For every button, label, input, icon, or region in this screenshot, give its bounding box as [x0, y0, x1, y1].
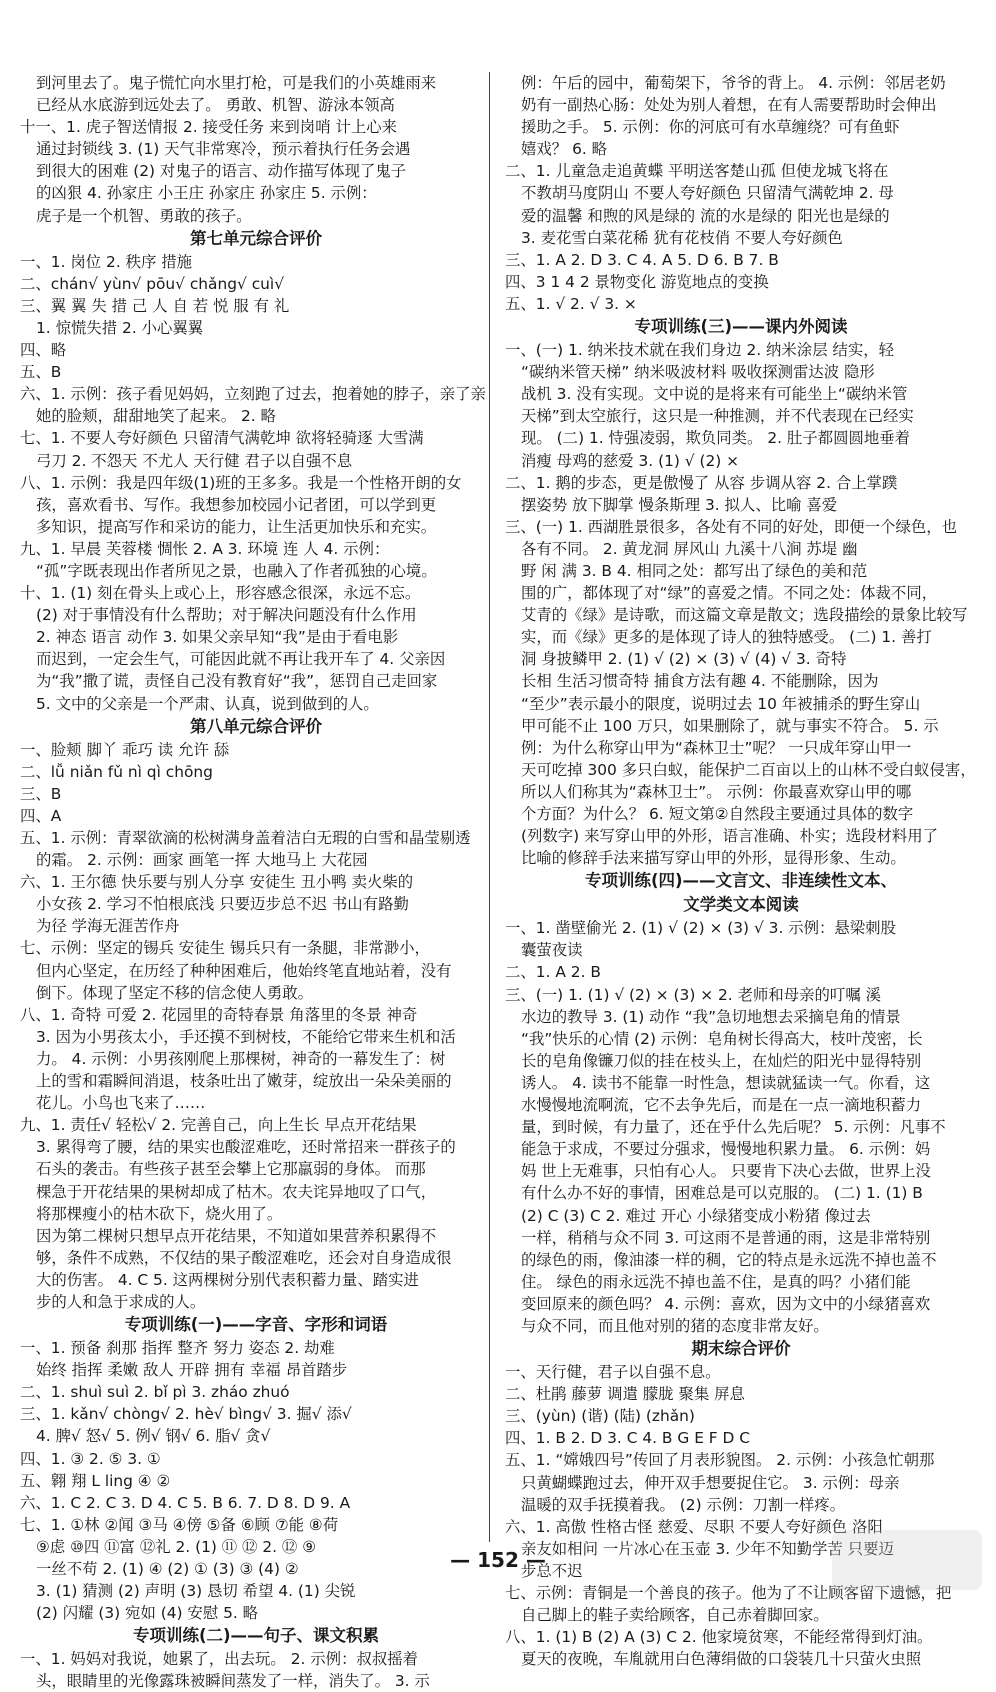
answer-line: 围的广，都体现了对“绿”的喜爱之情。不同之处：体裁不同，	[521, 584, 938, 603]
answer-line: 四、1. B 2. D 3. C 4. B G E F D C	[505, 1429, 751, 1448]
answer-line: 八、1. 示例：我是四年级(1)班的王多多。我是一个性格开朗的女	[20, 473, 462, 492]
section-heading: 专项训练(四)——文言文、非连续性文本、	[584, 871, 898, 891]
answer-line: 六、1. C 2. C 3. D 4. C 5. B 6. 7. D 8. D 9. A	[20, 1493, 351, 1512]
answer-line: 五、1. “嫦娥四号”传回了月表形貌图。 2. 示例：小孩急忙朝那	[505, 1451, 935, 1470]
answer-line: 一丝不苟 2. (1) ④ (2) ① (3) ③ (4) ②	[36, 1560, 299, 1578]
answer-line: (2) 对于事情没有什么帮助；对于解决问题没有什么作用	[36, 606, 417, 625]
answer-line: 到河里去了。鬼子慌忙向水里打枪，可是我们的小英雄雨来	[36, 74, 437, 92]
answer-line: 变回原来的颜色吗？ 4. 示例：喜欢，因为文中的小绿猪喜欢	[521, 1294, 931, 1313]
answer-line: 三、1. A 2. D 3. C 4. A 5. D 6. B 7. B	[505, 250, 779, 269]
answer-line: 能急于求成，不要过分强求，慢慢地积累力量。 6. 示例：妈	[521, 1140, 931, 1159]
answer-line: 3. (1) 猜测 (2) 声明 (3) 恳切 希望 4. (1) 尖锐	[36, 1582, 356, 1601]
left-column	[20, 72, 492, 1692]
answer-line: 个方面？为什么？ 6. 短文第②自然段主要通过具体的数字	[521, 805, 914, 823]
answer-line: 棵急于开花结果的果树却成了枯木。农夫诧异地叹了口气，	[36, 1182, 437, 1201]
answer-line: 五、翱 翔 L ling ④ ②	[20, 1471, 171, 1490]
right-column	[505, 72, 977, 1670]
answer-line: 倒下。体现了坚定不移的信念使人勇敢。	[36, 983, 314, 1002]
answer-line: 多知识，提高写作和采访的能力，让生活更加快乐和充实。	[36, 517, 437, 536]
answer-line: 五、1. 示例：青翠欲滴的松树满身盖着洁白无瑕的白雪和晶莹剔透	[20, 829, 471, 847]
answer-line: 二、1. 儿童急走追黄蝶 平明送客楚山孤 但使龙城飞将在	[505, 162, 889, 181]
answer-line: 七、示例：坚定的锡兵 安徒生 锡兵只有一条腿，非常渺小，	[20, 939, 430, 958]
answer-line: 一、脸颊 脚丫 乖巧 读 允许 舔	[20, 740, 230, 759]
answer-line: 二、1. 鹅的步态，更是傲慢了 从容 步调从容 2. 合上掌蹼	[505, 473, 898, 492]
answer-line: 而迟到，一定会生气，可能因此就不再让我开车了 4. 父亲因	[36, 650, 446, 669]
answer-line: 嬉戏？ 6. 略	[521, 140, 608, 159]
answer-line: 一样，稍稍与众不同 3. 可这雨不是普通的雨，这是非常特别	[521, 1228, 931, 1247]
answer-line: 三、B	[20, 784, 62, 803]
answer-line: 实，而《绿》更多的是体现了诗人的独特感受。 (二) 1. 善打	[521, 628, 932, 647]
answer-line: “我”快乐的心情 (2) 示例：皂角树长得高大，枝叶茂密，长	[521, 1029, 923, 1048]
answer-line: 七、示例：青铜是一个善良的孩子。他为了不让顾客留下遗憾，把	[505, 1584, 952, 1602]
answer-line: 野 闲 满 3. B 4. 相同之处：都写出了绿色的美和范	[521, 561, 868, 580]
answer-line: 五、1. √ 2. √ 3. ×	[505, 294, 637, 313]
answer-line: 诱人。 4. 读书不能靠一时性急，想读就猛读一气。你看，这	[521, 1073, 931, 1092]
answer-line: 九、1. 责任√ 轻松√ 2. 完善自己，向上生长 早点开花结果	[20, 1116, 417, 1135]
answer-line: 因为第二棵树只想早点开花结果，不知道如果营养积累得不	[36, 1226, 437, 1245]
answer-line: 八、1. (1) B (2) A (3) C 2. 他家境贫寒，不能经常得到灯油。	[505, 1628, 933, 1647]
answer-line: 弓刀 2. 不怨天 不尤人 天行健 君子以自强不息	[36, 451, 353, 470]
answer-line: 不教胡马度阴山 不要人夸好颜色 只留清气满乾坤 2. 母	[521, 184, 894, 203]
answer-line: 的凶狠 4. 孙家庄 小王庄 孙家庄 孙家庄 5. 示例：	[36, 184, 377, 203]
answer-line: 十、1. (1) 刻在骨头上或心上，形容感念很深，永远不忘。	[20, 584, 421, 603]
answer-line: 三、翼 翼 失 措 己 人 自 若 悦 服 有 礼	[20, 296, 290, 315]
answer-line: 一、天行健，君子以自强不息。	[505, 1363, 721, 1382]
answer-line: 只黄蝴蝶跑过去，伸开双手想要捉住它。 3. 示例：母亲	[521, 1473, 900, 1492]
answer-line: 妈 世上无难事，只怕有心人。 只要肯下决心去做，世界上没	[521, 1162, 931, 1181]
page-number: — 152 —	[450, 1548, 546, 1572]
answer-line: “孤”字既表现出作者所见之景，也融入了作者孤独的心境。	[36, 561, 437, 580]
answer-line: 二、1. shuì suì 2. bǐ pì 3. zháo zhuó	[20, 1383, 290, 1402]
answer-line: 七、1. 不要人夸好颜色 只留清气满乾坤 欲将轻骑逐 大雪满	[20, 429, 424, 448]
answer-line: 一、(一) 1. 纳米技术就在我们身边 2. 纳米涂层 结实，轻	[505, 341, 895, 360]
answer-line: 她的脸颊，甜甜地笑了起来。 2. 略	[36, 407, 276, 426]
answer-line: 夏天的夜晚，车胤就用白色薄绢做的口袋装几十只萤火虫照	[521, 1650, 922, 1669]
section-heading: 专项训练(二)——句子、课文积累	[132, 1626, 380, 1646]
answer-line: 三、(yùn) (谐) (陆) (zhǎn)	[505, 1407, 695, 1426]
answer-line: 虎子是一个机智、勇敢的孩子。	[36, 206, 252, 225]
answer-line: 二、1. A 2. B	[505, 963, 601, 982]
answer-line: 步的人和急于求成的人。	[36, 1292, 206, 1311]
answer-line: 摆姿势 放下脚掌 慢条斯理 3. 拟人、比喻 喜爱	[521, 495, 838, 514]
answer-line: 现。 (二) 1. 恃强凌弱，欺负同类。 2. 肚子都圆圆地垂着	[521, 429, 911, 448]
answer-line: 小女孩 2. 学习不怕根底浅 只要迈步总不迟 书山有路勤	[36, 895, 409, 914]
answer-line: 3. 累得弯了腰，结的果实也酸涩难吃，还时常招来一群孩子的	[36, 1138, 456, 1157]
answer-line: 三、1. kǎn√ chòng√ 2. hè√ bìng√ 3. 掘√ 添√	[20, 1405, 352, 1424]
answer-line: “碳纳米管天梯” 纳米吸波材料 吸收探测雷达波 隐形	[521, 363, 875, 382]
answer-line: 囊萤夜读	[521, 941, 583, 960]
answer-line: 奶有一副热心肠：处处为别人着想，在有人需要帮助时会伸出	[521, 96, 937, 115]
answer-line: 够，条件不成熟，不仅结的果子酸涩难吃，还会对自身造成很	[36, 1248, 452, 1267]
answer-line: 消瘦 母鸡的慈爱 3. (1) √ (2) ×	[521, 451, 740, 470]
answer-line: “至少”表示最小的限度，说明过去 10 年被捕杀的野生穿山	[521, 694, 921, 713]
section-heading: 文学类文本阅读	[683, 895, 799, 915]
answer-line: 4. 脾√ 怒√ 5. 例√ 钢√ 6. 脂√ 贪√	[36, 1427, 271, 1446]
answer-line: (2) C (3) C 2. 难过 开心 小绿猪变成小粉猪 像过去	[521, 1206, 871, 1225]
answer-line: 将那棵瘦小的枯木砍下，烧火用了。	[36, 1204, 283, 1223]
answer-line: 十一、1. 虎子智送情报 2. 接受任务 来到岗哨 计上心来	[20, 118, 398, 137]
answer-line: 住。 绿色的雨永远洗不掉也盖不住，是真的吗？小猪们能	[521, 1272, 911, 1291]
answer-line: 亲友如相问 一片冰心在玉壶 3. 少年不知勤学苦 只要迈	[521, 1539, 894, 1558]
answer-line: 长相 生活习惯奇特 捕食方法有趣 4. 不能删除，因为	[521, 672, 879, 691]
answer-line: 温暖的双手抚摸着我。 (2) 示例：刀割一样疼。	[521, 1495, 846, 1514]
answer-line: (列数字) 来写穿山甲的外形，语言准确、朴实；选段材料用了	[521, 827, 939, 846]
answer-line: 自己脚上的鞋子卖给顾客，自己赤着脚回家。	[521, 1606, 829, 1625]
answer-line: 战机 3. 没有实现。文中说的是将来有可能坐上“碳纳米管	[521, 385, 908, 404]
answer-line: 八、1. 奇特 可爱 2. 花园里的奇特春景 角落里的冬景 神奇	[20, 1005, 418, 1024]
answer-line: 例：午后的园中，葡萄架下，爷爷的背上。 4. 示例：邻居老奶	[521, 74, 946, 92]
answer-line: 六、1. 高傲 性格古怪 慈爱、尽职 不要人夸好颜色 洛阳	[505, 1517, 883, 1536]
answer-line: 七、1. ①林 ②闻 ③马 ④傍 ⑤备 ⑥顾 ⑦能 ⑧荷	[20, 1515, 339, 1534]
answer-line: 但内心坚定，在历经了种种困难后，他始终笔直地站着，没有	[36, 961, 452, 980]
answer-line: 例：为什么称穿山甲为“森林卫士”呢？ 一只成年穿山甲一	[521, 738, 912, 757]
answer-line: 一、1. 预备 刹那 指挥 整齐 努力 姿态 2. 劫难	[20, 1339, 335, 1358]
section-heading: 第七单元综合评价	[190, 228, 322, 248]
section-heading: 专项训练(三)——课内外阅读	[634, 317, 848, 337]
answer-line: 1. 惊慌失措 2. 小心翼翼	[36, 318, 204, 337]
answer-line: 为径 学海无涯苦作舟	[36, 917, 180, 936]
answer-line: 大的伤害。 4. C 5. 这两棵树分别代表积蓄力量、踏实进	[36, 1270, 419, 1289]
answer-line: 六、1. 王尔德 快乐要与别人分享 安徒生 丑小鸭 卖火柴的	[20, 873, 414, 892]
answer-line: 艾青的《绿》是诗歌，而这篇文章是散文；选段描绘的景象比较写	[521, 606, 968, 625]
answer-line: 已经从水底游到远处去了。 勇敢、机智、游泳本领高	[36, 96, 395, 115]
section-heading: 第八单元综合评价	[190, 716, 322, 736]
answer-line: 到很大的困难 (2) 对鬼子的语言、动作描写体现了鬼子	[36, 162, 407, 181]
answer-line: 所以人们称其为“森林卫士”。 示例：你最喜欢穿山甲的哪	[521, 782, 912, 801]
answer-line: 一、1. 妈妈对我说，她累了，出去玩。 2. 示例：叔叔摇着	[20, 1650, 419, 1669]
answer-line: 孩，喜欢看书、写作。我想参加校园小记者团，可以学到更	[36, 495, 437, 514]
answer-line: 的绿色的雨，像油漆一样的稠，它的特点是永远洗不掉也盖不	[521, 1250, 937, 1269]
answer-line: 二、chán√ yùn√ pōu√ chǎng√ cuì√	[20, 274, 285, 293]
answer-line: 九、1. 早晨 芙蓉楼 惆怅 2. A 3. 环境 连 人 4. 示例：	[20, 539, 390, 558]
answer-line: 二、lǚ niǎn fǔ nì qì chōng	[20, 762, 213, 781]
answer-line: 始终 指挥 柔嫩 敌人 开辟 拥有 幸福 昂首踏步	[36, 1361, 348, 1380]
answer-line: 长的皂角像镰刀似的挂在枝头上，在灿烂的阳光中显得特别	[521, 1051, 922, 1070]
answer-line: 各有不同。 2. 黄龙洞 屏风山 九溪十八涧 苏堤 幽	[521, 539, 858, 558]
watermark-logo	[832, 1530, 982, 1590]
section-heading: 期末综合评价	[691, 1339, 791, 1359]
answer-line: 花儿。小鸟也飞来了……	[36, 1094, 206, 1113]
answer-line: 石头的袭击。有些孩子甚至会攀上它那羸弱的身体。 而那	[36, 1160, 426, 1179]
answer-line: 与众不同，而且他对别的猪的态度非常友好。	[521, 1316, 829, 1335]
answer-line: 3. 因为小男孩太小，手还摸不到树枝，不能给它带来生机和活	[36, 1027, 456, 1046]
answer-line: 一、1. 凿壁偷光 2. (1) √ (2) × (3) √ 3. 示例：悬梁刺股	[505, 919, 896, 938]
answer-line: 的霜。 2. 示例：画家 画笔一挥 大地马上 大花园	[36, 851, 368, 870]
answer-line: 为“我”撒了谎，责怪自己没有教育好“我”，惩罚自己走回家	[36, 672, 438, 691]
answer-line: 头，眼睛里的光像露珠被瞬间蒸发了一样，消失了。 3. 示	[36, 1672, 430, 1691]
answer-line: 力。 4. 示例：小男孩刚爬上那棵树，神奇的一幕发生了：树	[36, 1049, 446, 1068]
answer-line: 三、(一) 1. 西湖胜景很多，各处有不同的好处，即便一个绿色，也	[505, 517, 958, 536]
answer-line: 四、A	[20, 806, 62, 825]
answer-line: 洞 身披鳞甲 2. (1) √ (2) × (3) √ (4) √ 3. 奇特	[521, 650, 847, 669]
answer-line: 三、(一) 1. (1) √ (2) × (3) × 2. 老师和母亲的叮嘱 溪	[505, 985, 881, 1004]
answer-line: (2) 闪耀 (3) 宛如 (4) 安慰 5. 略	[36, 1604, 259, 1623]
answer-line: 有什么办不好的事情，困难总是可以克服的。 (二) 1. (1) B	[521, 1184, 923, 1203]
answer-line: 四、1. ③ 2. ⑤ 3. ①	[20, 1449, 161, 1468]
section-heading: 专项训练(一)——字音、字形和词语	[124, 1315, 388, 1335]
answer-line: 步总不迟	[521, 1561, 583, 1580]
answer-line: 二、杜鹃 藤萝 调遣 朦胧 聚集 屏息	[505, 1385, 745, 1404]
answer-line: 量，到时候，有力量了，还在乎什么先后呢？ 5. 示例：凡事不	[521, 1118, 946, 1137]
answer-line: 通过封锁线 3. (1) 天气非常寒冷，预示着执行任务会遇	[36, 140, 411, 159]
answer-line: 5. 文中的父亲是一个严肃、认真，说到做到的人。	[36, 694, 379, 713]
answer-line: 2. 神态 语言 动作 3. 如果父亲早知“我”是由于看电影	[36, 628, 399, 647]
answer-line: 水边的教导 3. (1) 动作 “我”急切地想去采摘皂角的情景	[521, 1007, 901, 1026]
answer-line: 水慢慢地流啊流，它不去争先后，而是在一点一滴地积蓄力	[521, 1096, 922, 1115]
answer-line: 天梯”到太空旅行，这只是一种推测，并不代表现在已经实	[521, 407, 914, 426]
answer-line: 3. 麦花雪白菜花稀 犹有花枝俏 不要人夸好颜色	[521, 228, 843, 247]
column-divider	[489, 72, 490, 1542]
answer-line: 六、1. 示例：孩子看见妈妈，立刻跑了过去，抱着她的脖子，亲了亲	[20, 385, 486, 404]
answer-line: 四、3 1 4 2 景物变化 游览地点的变换	[505, 272, 769, 291]
answer-line: 爱的温馨 和煦的风是绿的 流的水是绿的 阳光也是绿的	[521, 206, 890, 225]
answer-line: 五、B	[20, 363, 62, 382]
answer-line: 援助之手。 5. 示例：你的河底可有水草缠绕？可有鱼虾	[521, 118, 900, 137]
answer-line: 比喻的修辞手法来描写穿山甲的外形，显得形象、生动。	[521, 849, 906, 868]
answer-line: 甲可能不止 100 万只，如果删除了，就与事实不符合。 5. 示	[521, 716, 939, 735]
answer-line: ⑨虑 ⑩四 ⑪富 ⑫礼 2. (1) ⑪ ⑫ 2. ⑫ ⑨	[36, 1537, 316, 1556]
answer-line: 一、1. 岗位 2. 秩序 措施	[20, 252, 193, 271]
answer-line: 天可吃掉 300 多只白蚁，能保护二百亩以上的山林不受白蚁侵害，	[521, 760, 976, 779]
answer-line: 上的雪和霜瞬间消退，枝条吐出了嫩芽，绽放出一朵朵美丽的	[36, 1072, 452, 1091]
answer-line: 四、略	[20, 341, 67, 360]
